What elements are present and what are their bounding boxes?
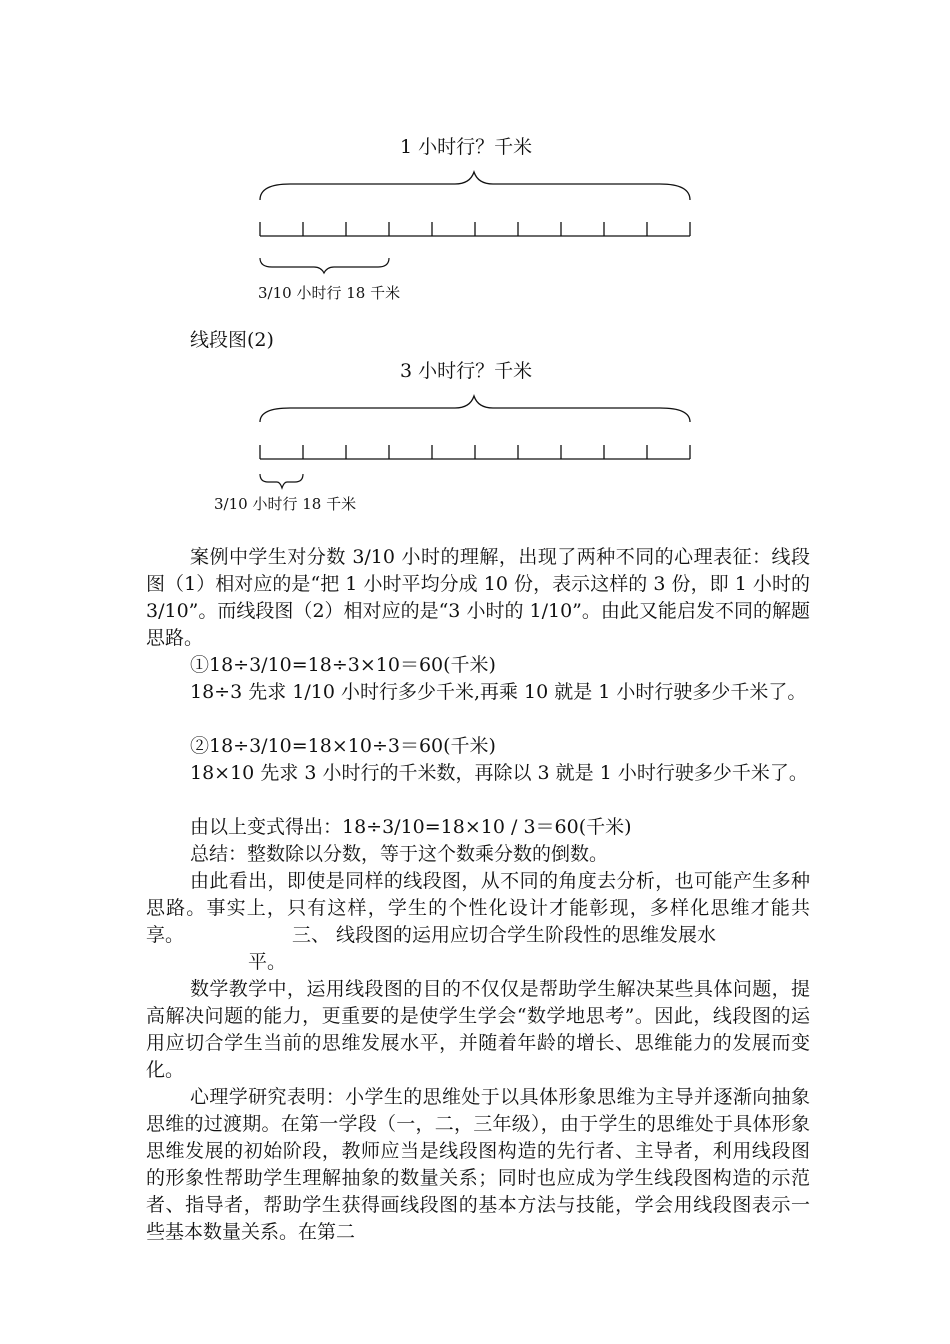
diagram1-bottom-brace	[260, 258, 389, 273]
diagram2-ruler	[260, 445, 690, 459]
paragraph-5: 数学教学中，运用线段图的目的不仅仅是帮助学生解决某些具体问题，提高解决问题的能力，更重要的是使学生学会“数学地思考”。因此，线段图的运用应切合学生当前的思维发展水平，并随着年龄的增长、思维能力的发展而变化。	[146, 978, 810, 1081]
paragraph-2: 18÷3 先求 1/10 小时行多少千米,再乘 10 就是 1 小时行驶多少千米了。	[190, 681, 807, 703]
diagram2-bottom-brace	[260, 474, 303, 488]
paragraph-1: 案例中学生对分数 3/10 小时的理解，出现了两种不同的心理表征：线段图（1）相对应的是“把 1 小时平均分成 10 份，表示这样的 3 份，即 1 小时的 3/10”。而线段图（2）相对应的是“3 小时的 1/10”。由此又能启发不同的解题思路。	[146, 546, 810, 649]
section-heading-3-cont: 平。	[248, 951, 287, 973]
section-heading-3: 三、 线段图的运用应切合学生阶段性的思维发展水	[292, 924, 717, 946]
paragraph-6: 心理学研究表明：小学生的思维处于以具体形象思维为主导并逐渐向抽象思维的过渡期。在第一学段（一，二，三年级），由于学生的思维处于具体形象思维发展的初始阶段，教师应当是线段图构造的先行者、主导者，利用线段图的形象性帮助学生理解抽象的数量关系；同时也应成为学生线段图构造的示范者、指导者，帮助学生获得画线段图的基本方法与技能，学会用线段图表示一些基本数量关系。在第二	[146, 1086, 810, 1243]
diagram2-caption: 3/10 小时行 18 千米	[214, 495, 357, 513]
diagram1-ruler	[260, 222, 690, 236]
segment-diagrams	[0, 0, 950, 520]
summary: 总结：整数除以分数，等于这个数乘分数的倒数。	[190, 843, 609, 865]
diagram1-caption: 3/10 小时行 18 千米	[258, 284, 401, 302]
paragraph-3: 18×10 先求 3 小时行的千米数，再除以 3 就是 1 小时行驶多少千米了。	[190, 762, 808, 784]
paragraph-4: 由此看出，即使是同样的线段图，从不同的角度去分析，也可能产生多种思路。事实上，只有这样，学生的个性化设计才能彰现，多样化思维才能共享。	[146, 870, 810, 946]
equation-1: ①18÷3/10=18÷3×10＝60(千米)	[190, 654, 496, 676]
equation-2: ②18÷3/10=18×10÷3＝60(千米)	[190, 735, 496, 757]
diagram1-top-brace	[260, 172, 690, 200]
diagram2-top-brace	[260, 396, 690, 422]
equation-3: 由以上变式得出：18÷3/10=18×10 / 3＝60(千米)	[190, 816, 632, 838]
diagram1-title: 1 小时行？千米	[400, 136, 533, 158]
diagram2-heading: 线段图(2)	[190, 329, 274, 351]
diagram2-title: 3 小时行？千米	[400, 360, 533, 382]
